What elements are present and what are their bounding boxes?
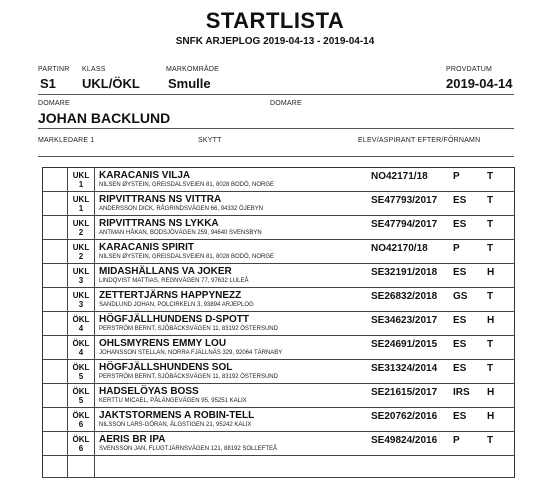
status-code: ES: [453, 267, 467, 278]
order-cell: [43, 240, 68, 263]
start-number: 2: [78, 251, 84, 261]
registration-number: NO42171/18: [371, 171, 428, 182]
breed-code: H: [487, 315, 495, 326]
markomrade-label: MARKOMRÅDE: [166, 66, 219, 73]
class-label: ÖKL: [72, 338, 90, 348]
dog-name: HADSELÖYAS BOSS: [99, 386, 199, 397]
owner-info: JOHANSSON STELLAN, NORRA FJÄLLNÄS 329, 92064 TÄRNABY: [99, 350, 283, 356]
table-row: [43, 408, 515, 432]
breed-code: H: [487, 267, 495, 278]
registration-number: SE24691/2015: [371, 339, 438, 350]
breed-code: T: [487, 219, 494, 230]
class-label: UKL: [72, 266, 90, 276]
status-code: ES: [453, 315, 467, 326]
registration-number: SE49824/2016: [371, 435, 438, 446]
breed-code: H: [487, 411, 495, 422]
order-cell: [43, 192, 68, 215]
table-row: [43, 312, 515, 336]
start-number: 4: [78, 323, 84, 333]
entry-cell: [95, 192, 515, 215]
class-label: ÖKL: [72, 434, 90, 444]
breed-code: T: [487, 339, 494, 350]
order-cell: [43, 288, 68, 311]
dog-name: KARACANIS SPIRIT: [99, 242, 195, 253]
entry-cell: [95, 216, 515, 239]
dog-name: ZETTERTJÄRNS HAPPYNEZZ: [99, 290, 242, 301]
class-cell: [68, 264, 95, 287]
table-row: [43, 240, 515, 264]
owner-info: ANDERSSON DICK, RÅGRINDSVÄGEN 66, 94332 ÖJEBYN: [99, 206, 264, 212]
registration-number: SE47793/2017: [371, 195, 438, 206]
partinr-label: PARTINR: [38, 66, 70, 73]
status-code: ES: [453, 219, 467, 230]
start-number: 6: [78, 419, 84, 429]
domare-label: DOMARE: [38, 100, 70, 107]
breed-code: T: [487, 435, 494, 446]
owner-info: NILSEN ØYSTEIN, GREISDALSVEIEN 81, 8028 BODÖ, NORGE: [99, 182, 275, 188]
table-row: [43, 360, 515, 384]
owner-info: LINDQVIST MATTIAS, REGNVÄGEN 77, 97632 LULEÅ: [99, 278, 249, 284]
divider: [38, 128, 514, 129]
dog-name: OHLSMYRENS EMMY LOU: [99, 338, 227, 349]
owner-info: KERTTU MICAEL, PÅLÄNGEVÄGEN 95, 95251 KALIX: [99, 398, 247, 404]
order-cell: [43, 216, 68, 239]
registration-number: SE32191/2018: [371, 267, 438, 278]
status-code: IRS: [453, 387, 470, 398]
divider: [38, 156, 514, 157]
status-code: ES: [453, 339, 467, 350]
class-label: UKL: [72, 290, 90, 300]
entry-cell: [95, 264, 515, 287]
status-code: P: [453, 243, 460, 254]
class-label: UKL: [72, 170, 90, 180]
owner-info: NILSEN ØYSTEIN, GREISDALSVEIEN 81, 8028 BODÖ, NORGE: [99, 254, 275, 260]
event-subtitle: SNFK ARJEPLOG 2019-04-13 - 2019-04-14: [175, 36, 375, 47]
status-code: P: [453, 435, 460, 446]
table-row: [43, 384, 515, 408]
class-cell: [68, 240, 95, 263]
markledare-label: MARKLEDARE 1: [38, 137, 95, 144]
entry-cell: [95, 384, 515, 407]
breed-code: H: [487, 387, 495, 398]
class-cell: [68, 288, 95, 311]
dog-name: HÖGFJÄLLSHUNDENS SOL: [99, 362, 233, 373]
owner-info: NILSSON LARS-GÖRAN, ÄLGSTIGEN 21, 95242 KALIX: [99, 422, 252, 428]
status-code: ES: [453, 363, 467, 374]
skytt-label: SKYTT: [198, 137, 222, 144]
start-number: 1: [78, 179, 84, 189]
class-label: ÖKL: [72, 314, 90, 324]
dog-name: HÖGFJÄLLHUNDENS D-SPOTT: [99, 314, 249, 325]
provdatum-label: PROVDATUM: [446, 66, 493, 73]
class-cell: [68, 336, 95, 359]
entry-cell: [95, 312, 515, 335]
registration-number: SE31324/2014: [371, 363, 438, 374]
order-cell: [43, 168, 68, 191]
dog-name: RIPVITTRANS NS VITTRA: [99, 194, 222, 205]
order-cell: [43, 408, 68, 431]
owner-info: SVENSSON JAN, FLUGTJÄRNSVÄGEN 121, 88192 SOLLEFTEÅ: [99, 446, 278, 452]
order-cell: [43, 456, 68, 477]
table-row: [43, 192, 515, 216]
entry-cell: [95, 456, 515, 477]
start-number: 6: [78, 443, 84, 453]
dog-name: MIDASHÄLLANS VA JOKER: [99, 266, 232, 277]
breed-code: T: [487, 195, 494, 206]
table-row: [43, 336, 515, 360]
klass-value: UKL/ÖKL: [82, 76, 140, 91]
order-cell: [43, 360, 68, 383]
order-cell: [43, 264, 68, 287]
dog-name: KARACANIS VILJA: [99, 170, 191, 181]
order-cell: [43, 312, 68, 335]
start-number: 4: [78, 347, 84, 357]
entry-cell: [95, 168, 515, 191]
class-cell: [68, 312, 95, 335]
page-title: STARTLISTA: [205, 8, 345, 33]
class-cell: [68, 216, 95, 239]
registration-number: SE47794/2017: [371, 219, 438, 230]
elev-aspirant-label: ELEV/ASPIRANT EFTER/FÖRNAMN: [358, 137, 481, 144]
class-label: ÖKL: [72, 362, 90, 372]
entry-cell: [95, 432, 515, 455]
status-code: P: [453, 171, 460, 182]
order-cell: [43, 384, 68, 407]
start-number: 3: [78, 275, 84, 285]
class-cell: [68, 456, 95, 477]
owner-info: SANDLUND JOHAN, POLCIRKELN 3, 93894 ARJEPLOG: [99, 302, 254, 308]
class-label: ÖKL: [72, 386, 90, 396]
provdatum-value: 2019-04-14: [446, 76, 513, 91]
class-cell: [68, 408, 95, 431]
dog-name: AERIS BR IPA: [99, 434, 166, 445]
table-row: [43, 168, 515, 192]
table-row: [43, 216, 515, 240]
start-number: 2: [78, 227, 84, 237]
start-number: 3: [78, 299, 84, 309]
class-cell: [68, 432, 95, 455]
registration-number: NO42170/18: [371, 243, 428, 254]
dog-name: RIPVITTRANS NS LYKKA: [99, 218, 219, 229]
table-row: [43, 288, 515, 312]
registration-number: SE26832/2018: [371, 291, 438, 302]
order-cell: [43, 432, 68, 455]
start-number: 5: [78, 371, 84, 381]
startlist-table: [42, 167, 515, 478]
entry-cell: [95, 240, 515, 263]
status-code: ES: [453, 195, 467, 206]
klass-label: KLASS: [82, 66, 106, 73]
class-label: UKL: [72, 242, 90, 252]
domare-value: JOHAN BACKLUND: [38, 110, 171, 126]
registration-number: SE20762/2016: [371, 411, 438, 422]
class-label: ÖKL: [72, 410, 90, 420]
table-row: [43, 432, 515, 456]
partinr-value: S1: [40, 76, 56, 91]
owner-info: PERSTRÖM BERNT, SJÖBÄCKSVÄGEN 11, 83192 ÖSTERSUND: [99, 374, 278, 380]
class-cell: [68, 168, 95, 191]
breed-code: T: [487, 171, 494, 182]
entry-cell: [95, 408, 515, 431]
breed-code: T: [487, 243, 494, 254]
breed-code: T: [487, 291, 494, 302]
entry-cell: [95, 336, 515, 359]
domare2-label: DOMARE: [270, 100, 302, 107]
owner-info: PERSTRÖM BERNT, SJÖBÄCKSVÄGEN 11, 83192 ÖSTERSUND: [99, 326, 278, 332]
class-label: UKL: [72, 218, 90, 228]
owner-info: ANTMAN HÅKAN, BODSJÖVÄGEN 259, 94640 SVENSBYN: [99, 230, 262, 236]
class-cell: [68, 360, 95, 383]
status-code: ES: [453, 411, 467, 422]
start-number: 1: [78, 203, 84, 213]
empty-row: [43, 456, 515, 478]
registration-number: SE21615/2017: [371, 387, 438, 398]
status-code: GS: [453, 291, 468, 302]
order-cell: [43, 336, 68, 359]
divider: [38, 94, 514, 95]
breed-code: T: [487, 363, 494, 374]
entry-cell: [95, 360, 515, 383]
class-cell: [68, 192, 95, 215]
start-number: 5: [78, 395, 84, 405]
class-cell: [68, 384, 95, 407]
class-label: UKL: [72, 194, 90, 204]
table-row: [43, 264, 515, 288]
dog-name: JAKTSTORMENS A ROBIN-TELL: [99, 410, 255, 421]
markomrade-value: Smulle: [168, 76, 211, 91]
entry-cell: [95, 288, 515, 311]
registration-number: SE34623/2017: [371, 315, 438, 326]
